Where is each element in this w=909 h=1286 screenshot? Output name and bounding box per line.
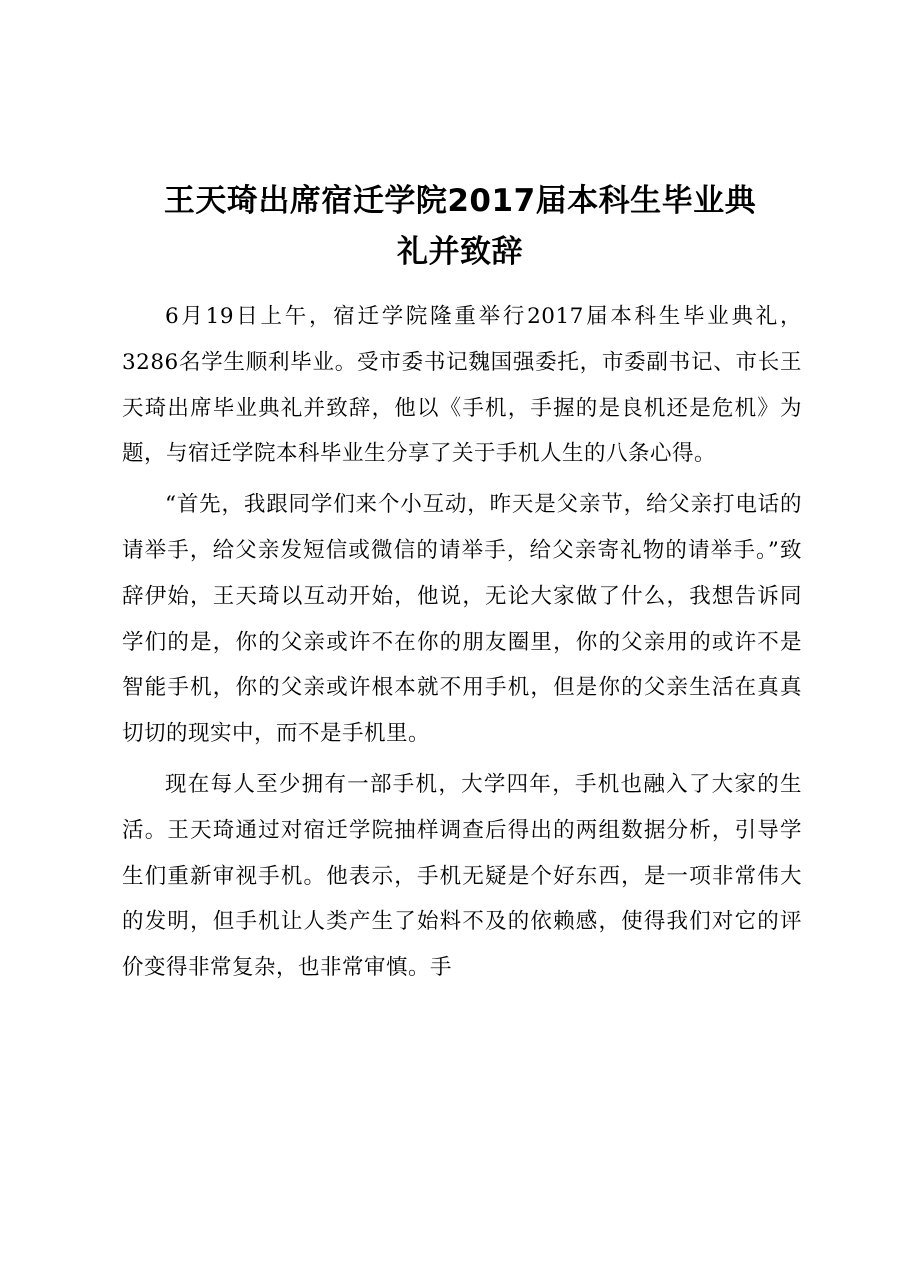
document-title [120, 176, 800, 278]
paragraph-1: 6月19日上午，宿迁学院隆重举行2017届本科生毕业典礼，3286名学生顺利毕业。受市委书记魏国强委托，市委副书记、市长王天琦出席毕业典礼并致辞，他以《手机，手握的是良机还是危机》为题，与宿迁学院本科毕业生分享了关于手机人生的八条心得。 [122, 304, 802, 467]
paragraph-2: “首先，我跟同学们来个小互动，昨天是父亲节，给父亲打电话的请举手，给父亲发短信或微信的请举手，给父亲寄礼物的请举手。”致辞伊始，王天琦以互动开始，他说，无论大家做了什么，我想告诉同学们的是，你的父亲或许不在你的朋友圈里，你的父亲用的或许不是智能手机，你的父亲或许根本就不用手机，但是你的父亲生活在真真切切的现实中，而不是手机里。 [122, 492, 802, 747]
paragraph-3: 现在每人至少拥有一部手机，大学四年，手机也融入了大家的生活。王天琦通过对宿迁学院抽样调查后得出的两组数据分析，引导学生们重新审视手机。他表示，手机无疑是个好东西，是一项非常伟大的发明，但手机让人类产生了始料不及的依赖感，使得我们对它的评价变得非常复杂，也非常审慎。手 [122, 771, 802, 981]
title-line-2: 礼并致辞 [397, 233, 523, 270]
title-line-1: 王天琦出席宿迁学院2017届本科生毕业典 [163, 182, 757, 219]
document-body [122, 294, 802, 996]
